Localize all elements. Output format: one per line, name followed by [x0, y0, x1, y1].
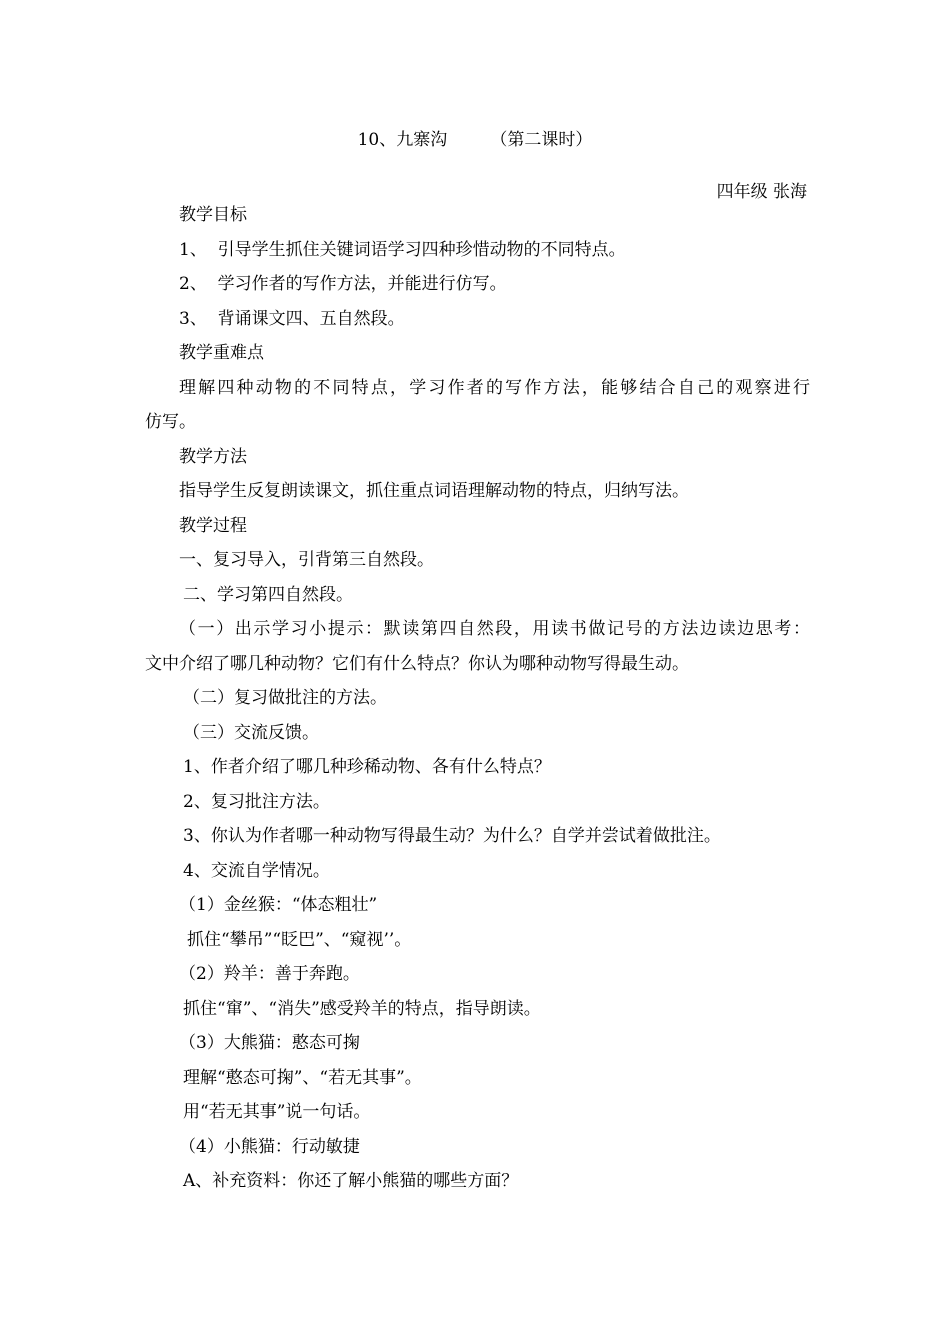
list-item: 2、复习批注方法。 — [183, 791, 330, 812]
process-step: （二）复习做批注的方法。 — [183, 688, 387, 708]
list-item: A、补充资料：你还了解小熊猫的哪些方面？ — [183, 1171, 519, 1191]
goal-item: 1、 引导学生抓住关键词语学习四种珍惜动物的不同特点。 — [179, 239, 626, 260]
process-step: （三）交流反馈。 — [183, 722, 319, 743]
process-step: 一、复习导入，引背第三自然段。 — [179, 550, 434, 570]
list-item: 抓住“攀吊”“眨巴”、“窥视’’。 — [187, 929, 412, 950]
list-item: 抓住“窜”、“消失”感受羚羊的特点，指导朗读。 — [183, 998, 541, 1019]
list-item: 用“若无其事”说一句话。 — [183, 1102, 371, 1122]
list-item: 3、你认为作者哪一种动物写得最生动？为什么？自学并尝试着做批注。 — [183, 826, 721, 846]
section-heading-goals: 教学目标 — [179, 205, 247, 225]
paragraph-line: 仿写。 — [145, 412, 196, 432]
list-item: 4、交流自学情况。 — [183, 860, 330, 881]
list-item: （1）金丝猴：“体态粗壮” — [179, 895, 378, 915]
list-item: （4）小熊猫：行动敏捷 — [179, 1136, 360, 1157]
paragraph-line: （一）出示学习小提示：默读第四自然段，用读书做记号的方法边读边思考： — [179, 619, 810, 639]
paragraph-line: 文中介绍了哪几种动物？它们有什么特点？你认为哪种动物写得最生动。 — [145, 653, 689, 674]
process-step: 二、学习第四自然段。 — [183, 584, 353, 605]
section-heading-methods: 教学方法 — [179, 446, 247, 467]
goal-item: 2、 学习作者的写作方法，并能进行仿写。 — [179, 274, 507, 294]
list-item: （3）大熊猫：憨态可掬 — [179, 1033, 360, 1053]
document-title: 10、九寨沟 （第二课时） — [357, 130, 593, 150]
document-body — [145, 198, 810, 1199]
paragraph-line: 理解四种动物的不同特点，学习作者的写作方法，能够结合自己的观察进行 — [179, 377, 810, 398]
goal-item: 3、 背诵课文四、五自然段。 — [179, 308, 405, 329]
list-item: 理解“憨态可掬”、“若无其事”。 — [183, 1067, 422, 1088]
paragraph-line: 指导学生反复朗读课文，抓住重点词语理解动物的特点，归纳写法。 — [179, 481, 689, 501]
list-item: 1、作者介绍了哪几种珍稀动物、各有什么特点？ — [183, 757, 551, 777]
section-heading-key-points: 教学重难点 — [179, 343, 264, 363]
document-author: 四年级 张海 — [716, 182, 807, 202]
section-heading-process: 教学过程 — [179, 515, 247, 536]
list-item: （2）羚羊：善于奔跑。 — [179, 964, 360, 984]
